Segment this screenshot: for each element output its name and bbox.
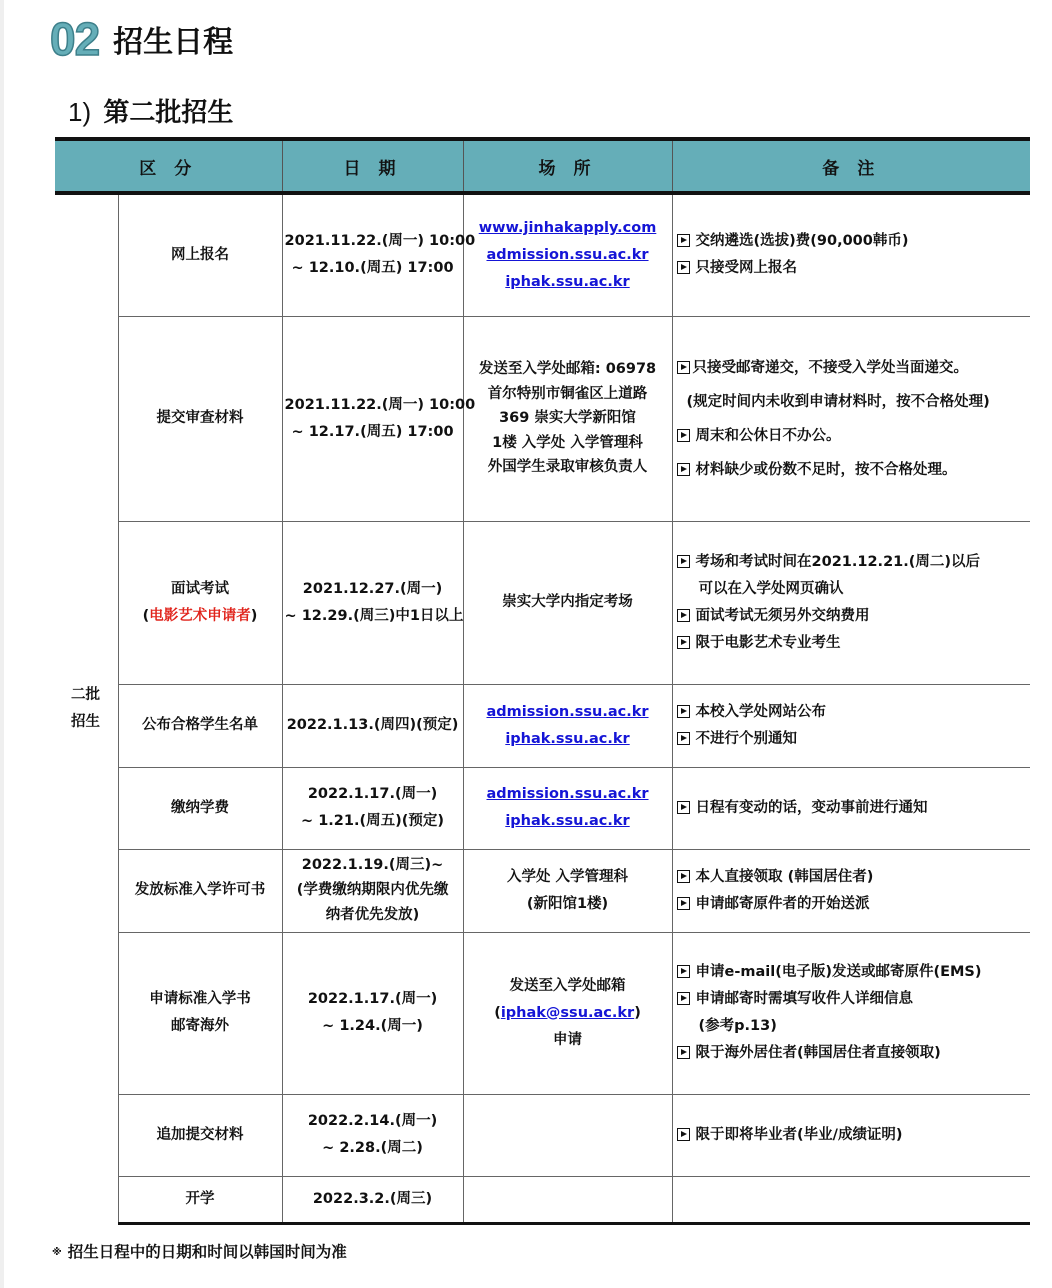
place-line: 首尔特别市铜雀区上道路 — [487, 385, 648, 402]
date-line: ~ 2.28.(周二) — [322, 1140, 423, 1156]
date-line: 2022.1.17.(周一) — [307, 786, 438, 802]
category-line: 招生 — [71, 714, 100, 730]
note-item — [677, 726, 1029, 753]
label-applicant — [121, 603, 280, 630]
place-line: 369 崇实大学新阳馆 — [499, 410, 636, 427]
item-label — [118, 193, 282, 316]
table-row — [55, 932, 1030, 1094]
note-text: 周末和公休日不办公。 — [695, 427, 841, 444]
item-notes — [672, 849, 1030, 932]
table-row — [55, 1176, 1030, 1223]
item-date — [282, 316, 476, 521]
note-item — [677, 255, 1029, 282]
date-line: (学费缴纳期限内优先缴 — [296, 882, 449, 898]
note-item — [677, 864, 1029, 891]
note-item — [677, 576, 1029, 603]
note-item — [677, 351, 1029, 385]
item-notes — [672, 521, 1030, 684]
item-label — [118, 521, 282, 684]
subsection-title: 第二批招生 — [103, 98, 234, 128]
item-label — [118, 316, 282, 521]
item-date — [282, 849, 463, 932]
note-item — [677, 549, 1029, 576]
date-line: 纳者优先发放) — [325, 907, 420, 923]
play-bullet-icon — [677, 1128, 690, 1141]
item-place — [463, 767, 672, 849]
subsection-header — [68, 92, 233, 129]
play-bullet-icon — [677, 1046, 690, 1059]
play-bullet-icon — [677, 555, 690, 568]
note-text: 本人直接领取 (韩国居住者) — [695, 868, 874, 885]
date-line: 2022.2.14.(周一) — [307, 1113, 438, 1129]
note-item — [677, 385, 1029, 419]
play-bullet-icon — [677, 801, 690, 814]
note-text: 不进行个别通知 — [695, 730, 798, 747]
play-bullet-icon — [677, 609, 690, 622]
note-item — [677, 986, 1029, 1013]
play-bullet-icon — [677, 234, 690, 247]
item-place — [463, 1094, 672, 1176]
table-row — [55, 316, 1030, 521]
note-text: 限于电影艺术专业考生 — [695, 634, 841, 651]
link-iphak[interactable]: iphak.ssu.ac.kr — [505, 730, 630, 747]
date-line: 2022.1.19.(周三)~ — [301, 857, 444, 873]
note-item — [677, 419, 1029, 453]
note-text: 限于即将毕业者(毕业/成绩证明) — [695, 1126, 903, 1143]
label-text: 缴纳学费 — [171, 799, 229, 816]
item-place — [463, 849, 672, 932]
item-label — [118, 767, 282, 849]
link-admission[interactable]: admission.ssu.ac.kr — [486, 786, 649, 802]
date-line: 2022.3.2.(周三) — [312, 1190, 433, 1207]
note-text: 考场和考试时间在2021.12.21.(周二)以后 — [695, 553, 981, 570]
item-notes — [672, 1094, 1030, 1176]
item-date — [282, 1176, 463, 1223]
play-bullet-icon — [677, 992, 690, 1005]
date-line: ~ 1.24.(周一) — [322, 1018, 423, 1034]
date-line: 2021.11.22.(周一) 10:00 — [284, 233, 476, 250]
place-line: 申请 — [553, 1031, 583, 1048]
place-line: 发送至入学处邮箱 — [509, 977, 626, 994]
note-text: 只接受网上报名 — [695, 260, 798, 277]
item-label — [118, 1176, 282, 1223]
page-edge — [0, 0, 4, 1288]
header-category: 区 分 — [55, 139, 282, 193]
email-link-iphak[interactable]: iphak@ssu.ac.kr — [500, 1004, 635, 1021]
note-item — [677, 603, 1029, 630]
item-notes — [672, 193, 1030, 316]
item-place — [463, 1176, 672, 1223]
footnote — [52, 1240, 347, 1262]
play-bullet-icon — [677, 636, 690, 649]
note-text: 限于海外居住者(韩国居住者直接领取) — [695, 1045, 941, 1061]
note-item — [677, 795, 1029, 822]
place-line: (新阳馆1楼) — [526, 895, 609, 912]
note-text: 申请邮寄原件者的开始送派 — [695, 895, 870, 912]
date-line: 2021.12.27.(周一) — [302, 580, 443, 597]
header-date: 日 期 — [282, 139, 463, 193]
note-text: 可以在入学处网页确认 — [698, 580, 844, 597]
header-place: 场 所 — [463, 139, 672, 193]
table-row — [55, 767, 1030, 849]
table-row — [55, 1094, 1030, 1176]
link-admission[interactable]: admission.ssu.ac.kr — [486, 703, 649, 720]
date-line: ~ 12.10.(周五) 17:00 — [291, 260, 454, 277]
note-text: 日程有变动的话，变动事前进行通知 — [695, 799, 928, 816]
date-line: 2022.1.17.(周一) — [307, 991, 438, 1007]
place-line: 发送至入学处邮箱: 06978 — [478, 361, 657, 378]
link-iphak[interactable]: iphak.ssu.ac.kr — [505, 813, 630, 829]
date-line: ~ 1.21.(周五)(预定) — [301, 813, 445, 829]
section-header — [50, 14, 233, 64]
play-bullet-icon — [677, 965, 690, 978]
play-bullet-icon — [677, 463, 690, 476]
play-bullet-icon — [677, 897, 690, 910]
table-row — [55, 521, 1030, 684]
item-label — [118, 684, 282, 767]
table-row — [55, 684, 1030, 767]
item-notes — [672, 932, 1030, 1094]
item-place — [463, 932, 672, 1094]
footnote-text: 招生日程中的日期和时间以韩国时间为准 — [67, 1243, 347, 1261]
place-line: 崇实大学内指定考场 — [502, 594, 633, 610]
item-place — [463, 316, 672, 521]
place-line: 入学处 入学管理科 — [506, 868, 629, 885]
label-text: 公布合格学生名单 — [142, 717, 258, 733]
note-item — [677, 959, 1029, 986]
link-admission[interactable]: admission.ssu.ac.kr — [486, 246, 649, 263]
place-email-line — [466, 1000, 670, 1027]
place-line: 1楼 入学处 入学管理科 — [492, 434, 643, 451]
film-applicant-highlight: 电影艺术申请者 — [149, 607, 251, 624]
play-bullet-icon — [677, 870, 690, 883]
section-number: 02 — [50, 13, 100, 65]
play-bullet-icon — [677, 732, 690, 745]
date-line: 2022.1.13.(周四)(预定) — [286, 717, 459, 733]
paren: ) — [250, 607, 258, 624]
item-notes — [672, 767, 1030, 849]
note-item — [677, 891, 1029, 918]
section-title: 招生日程 — [113, 25, 234, 60]
note-text: 申请邮寄时需填写收件人详细信息 — [695, 991, 914, 1007]
table-row — [55, 193, 1030, 316]
note-text: 交纳遴选(选拔)费(90,000韩币) — [695, 233, 909, 250]
date-line: ~ 12.17.(周五) 17:00 — [291, 423, 454, 440]
note-item — [677, 453, 1029, 487]
note-item — [677, 699, 1029, 726]
header-notes: 备 注 — [672, 139, 1030, 193]
item-date — [282, 932, 463, 1094]
label-text: 邮寄海外 — [171, 1018, 229, 1034]
paren: ( — [494, 1004, 501, 1021]
subsection-number: 1) — [68, 97, 92, 127]
label-text: 开学 — [185, 1190, 215, 1207]
item-place — [463, 684, 672, 767]
reference-mark-icon: ※ — [52, 1247, 62, 1258]
label-text: 申请标准入学书 — [149, 991, 251, 1007]
note-item — [677, 1122, 1029, 1149]
schedule-table — [55, 137, 1030, 1225]
label-text: 网上报名 — [171, 246, 229, 263]
item-date — [282, 684, 463, 767]
item-label — [118, 1094, 282, 1176]
link-iphak[interactable]: iphak.ssu.ac.kr — [505, 273, 630, 290]
note-text: 申请e-mail(电子版)发送或邮寄原件(EMS) — [695, 964, 982, 980]
item-label — [118, 932, 282, 1094]
note-text: (参考p.13) — [698, 1018, 777, 1034]
play-bullet-icon — [677, 429, 690, 442]
note-text: 只接受邮寄递交，不接受入学处当面递交。 — [692, 359, 969, 376]
item-label — [118, 849, 282, 932]
item-place — [463, 521, 672, 684]
label-text: 发放标准入学许可书 — [134, 882, 266, 898]
label-text: 提交审查材料 — [156, 410, 244, 426]
note-text: (规定时间内未收到申请材料时，按不合格处理) — [686, 393, 990, 410]
item-notes — [672, 316, 1030, 521]
category-cell — [55, 193, 118, 1223]
note-item — [677, 228, 1029, 255]
play-bullet-icon — [677, 705, 690, 718]
item-notes — [672, 1176, 1030, 1223]
note-text: 本校入学处网站公布 — [695, 703, 827, 720]
item-date — [282, 767, 463, 849]
item-date — [282, 1094, 463, 1176]
date-line: 2021.11.22.(周一) 10:00 — [284, 396, 476, 413]
link-jinhakapply[interactable]: www.jinhakapply.com — [478, 219, 657, 236]
paren: ) — [634, 1004, 641, 1021]
note-text: 材料缺少或份数不足时，按不合格处理。 — [695, 461, 957, 478]
label-text: 追加提交材料 — [156, 1126, 244, 1143]
play-bullet-icon — [677, 361, 690, 374]
table-header-row — [55, 139, 1030, 193]
item-date — [282, 521, 463, 684]
note-text: 面试考试无须另外交纳费用 — [695, 607, 870, 624]
table-row — [55, 849, 1030, 932]
note-item — [677, 1040, 1029, 1067]
item-notes — [672, 684, 1030, 767]
note-item — [677, 1013, 1029, 1040]
label-text: 面试考试 — [171, 580, 229, 597]
play-bullet-icon — [677, 261, 690, 274]
category-line: 二批 — [71, 687, 100, 703]
paren: ( — [142, 607, 150, 624]
place-line: 外国学生录取审核负责人 — [487, 459, 648, 476]
item-date — [282, 193, 476, 316]
note-item — [677, 630, 1029, 657]
item-place — [463, 193, 672, 316]
date-line: ~ 12.29.(周三)中1日以上 — [284, 607, 464, 624]
